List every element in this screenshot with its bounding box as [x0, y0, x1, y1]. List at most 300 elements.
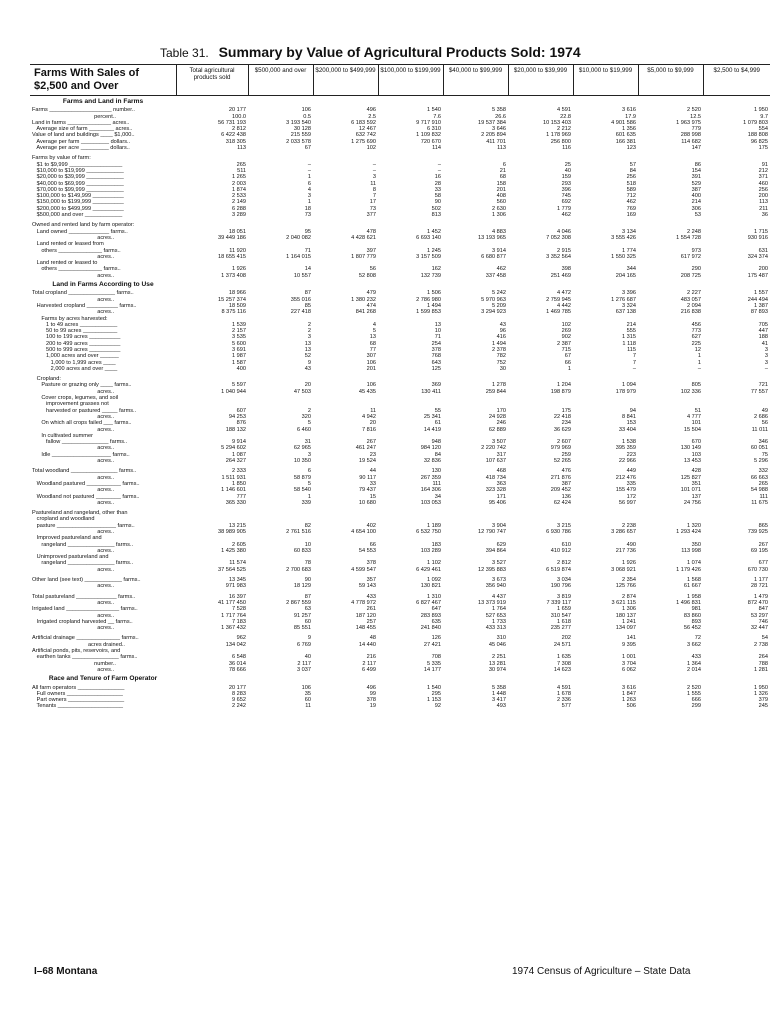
table-cell: 398: [561, 266, 571, 273]
table-cell: 14 623: [553, 666, 571, 673]
table-cell: 7.6: [433, 113, 441, 120]
table-cell: 3: [372, 174, 376, 181]
table-cell: 3 294 923: [481, 309, 506, 316]
table-cell: 5: [307, 420, 311, 427]
table-cell: 2 812: [557, 560, 571, 567]
table-cell: 265: [236, 161, 246, 168]
row-label: Woodland pastured ___________ farms..: [32, 480, 140, 487]
row-label: acres..: [32, 445, 115, 452]
table-cell: 410 912: [550, 547, 571, 554]
table-cell: 379: [758, 697, 768, 704]
table-cell: 15 257 374: [218, 296, 246, 303]
row-label: Cover crops, legumes, and soil: [32, 395, 119, 402]
row-label: On which all crops failed ___ farms..: [32, 420, 132, 427]
table-cell: 158: [496, 180, 506, 187]
table-cell: 324 374: [747, 253, 768, 260]
table-cell: 2 630: [492, 205, 506, 212]
row-label: acres..: [32, 599, 115, 606]
row-label: Artificial ponds, pits, reservoirs, and: [32, 648, 121, 655]
table-cell: 91: [761, 161, 768, 168]
table-cell: 1: [697, 353, 701, 360]
table-cell: 264 327: [225, 458, 246, 465]
table-cell: 632 742: [355, 132, 376, 139]
table-cell: 67: [304, 145, 311, 152]
table-cell: 41: [761, 340, 768, 347]
table-cell: 1 950: [754, 107, 768, 114]
table-cell: 251 469: [550, 272, 571, 279]
table-cell: 113: [759, 199, 768, 206]
table-cell: 44: [369, 468, 376, 475]
table-cell: 589: [626, 186, 636, 193]
table-cell: 84: [434, 451, 441, 458]
table-cell: 788: [758, 660, 768, 667]
row-label: acres..: [32, 583, 115, 590]
table-cell: 529: [691, 180, 701, 187]
row-label: acres..: [32, 253, 115, 260]
table-cell: 15 504: [683, 426, 701, 433]
table-cell: 19: [369, 703, 376, 710]
table-cell: 1 506: [427, 290, 441, 297]
table-cell: 2 354: [622, 577, 636, 584]
table-cell: 94 253: [228, 413, 246, 420]
table-cell: 306: [691, 205, 701, 212]
table-cell: 90: [304, 577, 311, 584]
table-cell: 460: [758, 180, 768, 187]
table-cell: 175: [561, 407, 571, 414]
table-cell: 677: [758, 560, 768, 567]
table-cell: 134 097: [615, 625, 636, 632]
table-cell: 962: [236, 635, 246, 642]
table-cell: 99: [369, 690, 376, 697]
table-cell: 19 524: [358, 458, 376, 465]
table-cell: 428: [691, 468, 701, 475]
table-cell: 85: [304, 302, 311, 309]
table-cell: 1 178 969: [546, 132, 571, 139]
table-cell: 511: [237, 167, 246, 174]
table-cell: 7: [372, 193, 376, 200]
table-cell: 3 037: [297, 666, 311, 673]
table-cell: 554: [758, 126, 768, 133]
table-cell: 712: [626, 193, 636, 200]
empty-cell: [313, 673, 378, 684]
table-cell: 1 496 831: [676, 599, 701, 606]
table-cell: 317: [496, 451, 506, 458]
table-cell: 53: [694, 212, 701, 219]
table-cell: 15: [369, 493, 376, 500]
table-cell: 10 680: [358, 499, 376, 506]
table-cell: 395 359: [615, 445, 636, 452]
table-cell: 3 691: [232, 346, 246, 353]
table-cell: 527 653: [485, 612, 506, 619]
table-cell: 318 305: [225, 138, 246, 145]
table-cell: 1 479: [754, 593, 768, 600]
table-cell: 72: [694, 635, 701, 642]
table-cell: 2 033 578: [286, 138, 311, 145]
table-cell: 350: [691, 541, 701, 548]
table-cell: 54 553: [358, 547, 376, 554]
table-cell: 12 790 747: [478, 529, 506, 535]
section-heading-row: [30, 279, 770, 290]
table-cell: 212 476: [615, 474, 636, 481]
table-cell: 1 764: [492, 606, 506, 613]
row-label: Part owners __________________: [32, 697, 125, 704]
table-cell: 721: [758, 382, 768, 389]
table-cell: 2 533: [232, 193, 246, 200]
table-cell: 18 655 415: [218, 253, 246, 260]
table-cell: 5 242: [492, 290, 506, 297]
table-cell: 5 294 602: [221, 445, 246, 452]
table-cell: 12 395 883: [478, 566, 506, 573]
table-cell: 371: [758, 174, 768, 181]
table-cell: 1 373 408: [221, 272, 246, 279]
table-cell: 337 458: [485, 272, 506, 279]
table-cell: 3 134: [622, 228, 636, 235]
table-cell: 346: [758, 439, 768, 446]
row-label: $10,000 to $19,999 ____________: [32, 167, 124, 174]
table-cell: 13: [369, 334, 376, 341]
table-cell: 290: [691, 266, 701, 273]
table-cell: 1 678: [557, 690, 571, 697]
table-cell: 38 989 905: [218, 529, 246, 535]
table-cell: 36: [761, 212, 768, 219]
table-cell: 12 467: [358, 126, 376, 133]
table-cell: 215 559: [290, 132, 311, 139]
table-cell: 3 535: [232, 334, 246, 341]
table-cell: 68: [369, 340, 376, 347]
table-cell: 95 406: [488, 499, 506, 506]
row-label: 100 to 199 acres __________: [32, 334, 121, 341]
table-cell: 103 289: [420, 547, 441, 554]
table-cell: 2 212: [557, 126, 571, 133]
empty-cell: [508, 96, 573, 108]
table-cell: 971 983: [225, 583, 246, 590]
table-cell: 369: [431, 382, 441, 389]
table-cell: 77 557: [750, 388, 768, 395]
table-cell: 2 242: [232, 703, 246, 710]
table-cell: 865: [758, 522, 768, 529]
table-cell: 3 662: [687, 641, 701, 648]
table-cell: 77: [369, 346, 376, 353]
table-cell: 2 333: [232, 468, 246, 475]
table-cell: 13 345: [228, 577, 246, 584]
table-cell: 155 479: [615, 487, 636, 494]
table-cell: 1: [697, 359, 701, 366]
table-cell: 5 209: [492, 302, 506, 309]
table-cell: 114 682: [681, 138, 701, 145]
table-cell: 78: [304, 560, 311, 567]
table-cell: 170: [496, 407, 506, 414]
table-cell: 1 540: [427, 684, 441, 691]
table-cell: 40: [564, 167, 571, 174]
table-cell: 18 051: [228, 228, 246, 235]
table-cell: 12.5: [690, 113, 701, 120]
table-cell: 4 437: [492, 593, 506, 600]
table-cell: 408: [496, 193, 506, 200]
table-cell: 188 808: [747, 132, 768, 139]
table-cell: 27 421: [423, 641, 441, 648]
table-cell: 43: [499, 321, 506, 328]
table-cell: 51: [694, 407, 701, 414]
table-cell: 12: [694, 346, 701, 353]
row-label: Idle ___________________ farms..: [32, 451, 130, 458]
table-cell: 2 117: [362, 660, 376, 667]
table-cell: 11 574: [229, 560, 246, 567]
table-cell: 114: [432, 145, 441, 152]
table-cell: 2.5: [368, 113, 376, 120]
table-cell: 2 238: [622, 522, 636, 529]
table-cell: 60 051: [750, 445, 768, 452]
table-cell: 60: [304, 618, 311, 625]
table-cell: 265: [758, 480, 768, 487]
table-cell: 1 109 832: [416, 132, 441, 139]
table-cell: 106: [301, 684, 311, 691]
table-cell: 979 969: [550, 445, 571, 452]
row-label: Artificial drainage ______________ farms..: [32, 635, 139, 642]
table-cell: 1 779: [557, 205, 571, 212]
table-cell: 2 251: [492, 654, 506, 661]
table-cell: 2 607: [557, 439, 571, 446]
table-cell: 101 071: [680, 487, 701, 494]
table-cell: –: [307, 161, 311, 168]
table-cell: 183: [431, 541, 441, 548]
table-cell: 1 306: [622, 606, 636, 613]
table-cell: 178 979: [615, 388, 636, 395]
table-cell: 264: [758, 654, 768, 661]
table-cell: 54 988: [750, 487, 768, 494]
table-cell: 397: [366, 247, 376, 254]
table-cell: 5: [307, 480, 311, 487]
table-cell: 769: [626, 205, 636, 212]
table-cell: 6 519 874: [546, 566, 571, 573]
table-cell: 103: [691, 451, 701, 458]
table-cell: 637 138: [615, 309, 636, 316]
row-label: rangeland _______________ farms..: [32, 541, 134, 548]
table-cell: 670 730: [747, 566, 768, 573]
table-cell: 6 422 438: [221, 132, 246, 139]
table-cell: 267 359: [420, 474, 441, 481]
table-cell: 16 397: [228, 593, 246, 600]
table-cell: 2 520: [687, 684, 701, 691]
table-cell: 58: [434, 193, 441, 200]
table-cell: 14: [304, 266, 311, 273]
table-cell: –: [372, 167, 376, 174]
table-cell: 1 555: [687, 690, 701, 697]
table-cell: 2 014: [687, 666, 701, 673]
table-cell: 62 965: [293, 445, 311, 452]
row-label: Irrigated land _________________ farms..: [32, 606, 138, 613]
table-cell: 75: [761, 451, 768, 458]
row-label: acres..: [32, 547, 115, 554]
table-cell: 841 268: [355, 309, 376, 316]
table-cell: 4 778 972: [351, 599, 376, 606]
table-cell: 56 997: [618, 499, 636, 506]
table-cell: 1 001: [622, 654, 636, 661]
empty-cell: [443, 279, 508, 290]
table-cell: 715: [561, 346, 571, 353]
table-cell: 69 195: [750, 547, 768, 554]
table-cell: 113: [237, 145, 246, 152]
row-label: Full owners __________________: [32, 690, 123, 697]
table-cell: 204 165: [615, 272, 636, 279]
table-cell: 90 117: [359, 474, 376, 481]
table-cell: 2 520: [687, 107, 701, 114]
table-cell: 1 367 432: [221, 625, 246, 632]
table-cell: 7 528: [232, 606, 246, 613]
table-cell: 134 042: [225, 641, 246, 648]
table-cell: 720 670: [420, 138, 441, 145]
row-label: pasture ___________________ farms..: [32, 522, 135, 529]
table-cell: 3 034: [557, 577, 571, 584]
table-cell: 461 247: [355, 445, 376, 452]
table-cell: 84: [629, 167, 636, 174]
table-cell: 198 879: [550, 388, 571, 395]
table-cell: 55: [434, 407, 441, 414]
table-cell: 1 807 779: [351, 253, 376, 260]
table-cell: 172: [626, 493, 636, 500]
table-cell: 90: [434, 199, 441, 206]
table-cell: 3 704: [622, 660, 636, 667]
table-cell: 24 928: [488, 413, 506, 420]
table-cell: 902: [561, 334, 571, 341]
table-cell: 1 087: [232, 451, 246, 458]
table-cell: 493: [496, 703, 506, 710]
table-cell: 67: [564, 353, 571, 360]
row-label: acres..: [32, 426, 115, 433]
empty-cell: [378, 96, 443, 108]
table-cell: 52 808: [358, 272, 376, 279]
table-cell: 746: [758, 618, 768, 625]
table-cell: 24 756: [683, 499, 701, 506]
table-cell: 103 053: [420, 499, 441, 506]
row-label: acres..: [32, 625, 115, 632]
table-cell: 4 942: [362, 413, 376, 420]
table-cell: 411 701: [486, 138, 506, 145]
table-cell: 813: [431, 212, 441, 219]
table-cell: 68: [499, 174, 506, 181]
table-cell: 6 288: [232, 205, 246, 212]
table-cell: 307: [366, 353, 376, 360]
table-cell: 47 503: [293, 388, 311, 395]
table-cell: 1: [307, 493, 311, 500]
empty-cell: [248, 673, 313, 684]
table-cell: 269: [561, 328, 571, 335]
table-cell: 1 540: [427, 107, 441, 114]
empty-cell: [638, 673, 703, 684]
table-cell: 6 183 592: [351, 119, 376, 126]
section-heading-row: [30, 96, 770, 108]
table-cell: 3 157 509: [416, 253, 441, 260]
table-cell: 339: [301, 499, 311, 506]
table-cell: 7: [632, 353, 636, 360]
row-label: Total pastureland _____________ farms..: [32, 593, 136, 600]
empty-cell: [573, 96, 638, 108]
table-cell: 87: [304, 290, 311, 297]
table-cell: 4 654 100: [351, 529, 376, 535]
table-cell: 85 551: [293, 625, 311, 632]
table-cell: 2 220 742: [481, 445, 506, 452]
table-cell: 107 637: [485, 458, 506, 465]
table-cell: 73: [304, 212, 311, 219]
table-cell: 6 548: [232, 654, 246, 661]
table-cell: 617 972: [680, 253, 701, 260]
table-cell: 45 435: [358, 388, 376, 395]
table-cell: 1 241: [622, 618, 636, 625]
row-label: $500,000 and over ____________: [32, 212, 123, 219]
table-cell: 32 447: [750, 625, 768, 632]
row-label: acres..: [32, 566, 115, 573]
table-cell: 1 958: [687, 593, 701, 600]
table-cell: 87 893: [750, 309, 768, 316]
table-cell: 130 411: [421, 388, 441, 395]
table-cell: 1 276 687: [611, 296, 636, 303]
table-cell: 246: [496, 420, 506, 427]
table-cell: 847: [758, 606, 768, 613]
table-cell: 209 452: [550, 487, 571, 494]
table-cell: 2 761 516: [286, 529, 311, 535]
row-label: acres..: [32, 413, 115, 420]
table-cell: 18 966: [228, 290, 246, 297]
table-cell: 433 313: [485, 625, 506, 632]
section-heading: Race and Tenure of Farm Operator: [48, 675, 158, 683]
table-cell: 154: [691, 167, 701, 174]
table-cell: 225: [691, 340, 701, 347]
row-label: $200,000 to $499,999 __________: [32, 205, 124, 212]
table-cell: 1 310: [427, 593, 441, 600]
table-cell: 130 821: [420, 583, 441, 590]
table-cell: 40: [304, 654, 311, 661]
row-label: Harvested cropland __________ farms..: [32, 302, 137, 309]
table-cell: 200: [758, 266, 768, 273]
empty-cell: [443, 96, 508, 108]
table-cell: 259: [561, 451, 571, 458]
table-cell: 705: [758, 321, 768, 328]
table-cell: 782: [496, 353, 506, 360]
table-cell: 1 659: [557, 606, 571, 613]
row-label: Irrigated cropland harvested __ farms..: [32, 618, 133, 625]
table-cell: 635: [431, 618, 441, 625]
table-cell: 10: [434, 328, 441, 335]
table-cell: 293: [561, 180, 571, 187]
table-cell: 20: [304, 382, 311, 389]
table-cell: 555: [626, 328, 636, 335]
table-cell: 6 310: [427, 126, 441, 133]
row-label: Farms by value of farm:: [32, 155, 91, 162]
table-cell: 1 557: [754, 290, 768, 297]
table-cell: 2 157: [232, 328, 246, 335]
table-cell: 2: [307, 321, 311, 328]
table-cell: 1 774: [622, 247, 636, 254]
table-cell: 7: [632, 359, 636, 366]
row-label: acres..: [32, 666, 115, 673]
table-cell: 3: [764, 353, 768, 360]
table-cell: 1 074: [687, 560, 701, 567]
table-cell: 1 263: [622, 697, 636, 704]
table-cell: 175 487: [747, 272, 768, 279]
table-cell: 244 494: [747, 296, 768, 303]
table-cell: 256 800: [550, 138, 571, 145]
table-cell: 111: [432, 480, 441, 487]
empty-cell: [248, 96, 313, 108]
table-cell: 1 587: [232, 359, 246, 366]
table-cell: 462: [561, 212, 571, 219]
table-cell: 629: [496, 541, 506, 548]
table-cell: 17.9: [625, 113, 636, 120]
column-header: $100,000 to $199,999: [378, 64, 443, 96]
table-cell: 2 378: [492, 346, 506, 353]
row-label: Average per farm _________ dollars..: [32, 138, 131, 145]
row-label: 2,000 acres and over ____: [32, 365, 118, 372]
table-cell: 102 336: [680, 388, 701, 395]
